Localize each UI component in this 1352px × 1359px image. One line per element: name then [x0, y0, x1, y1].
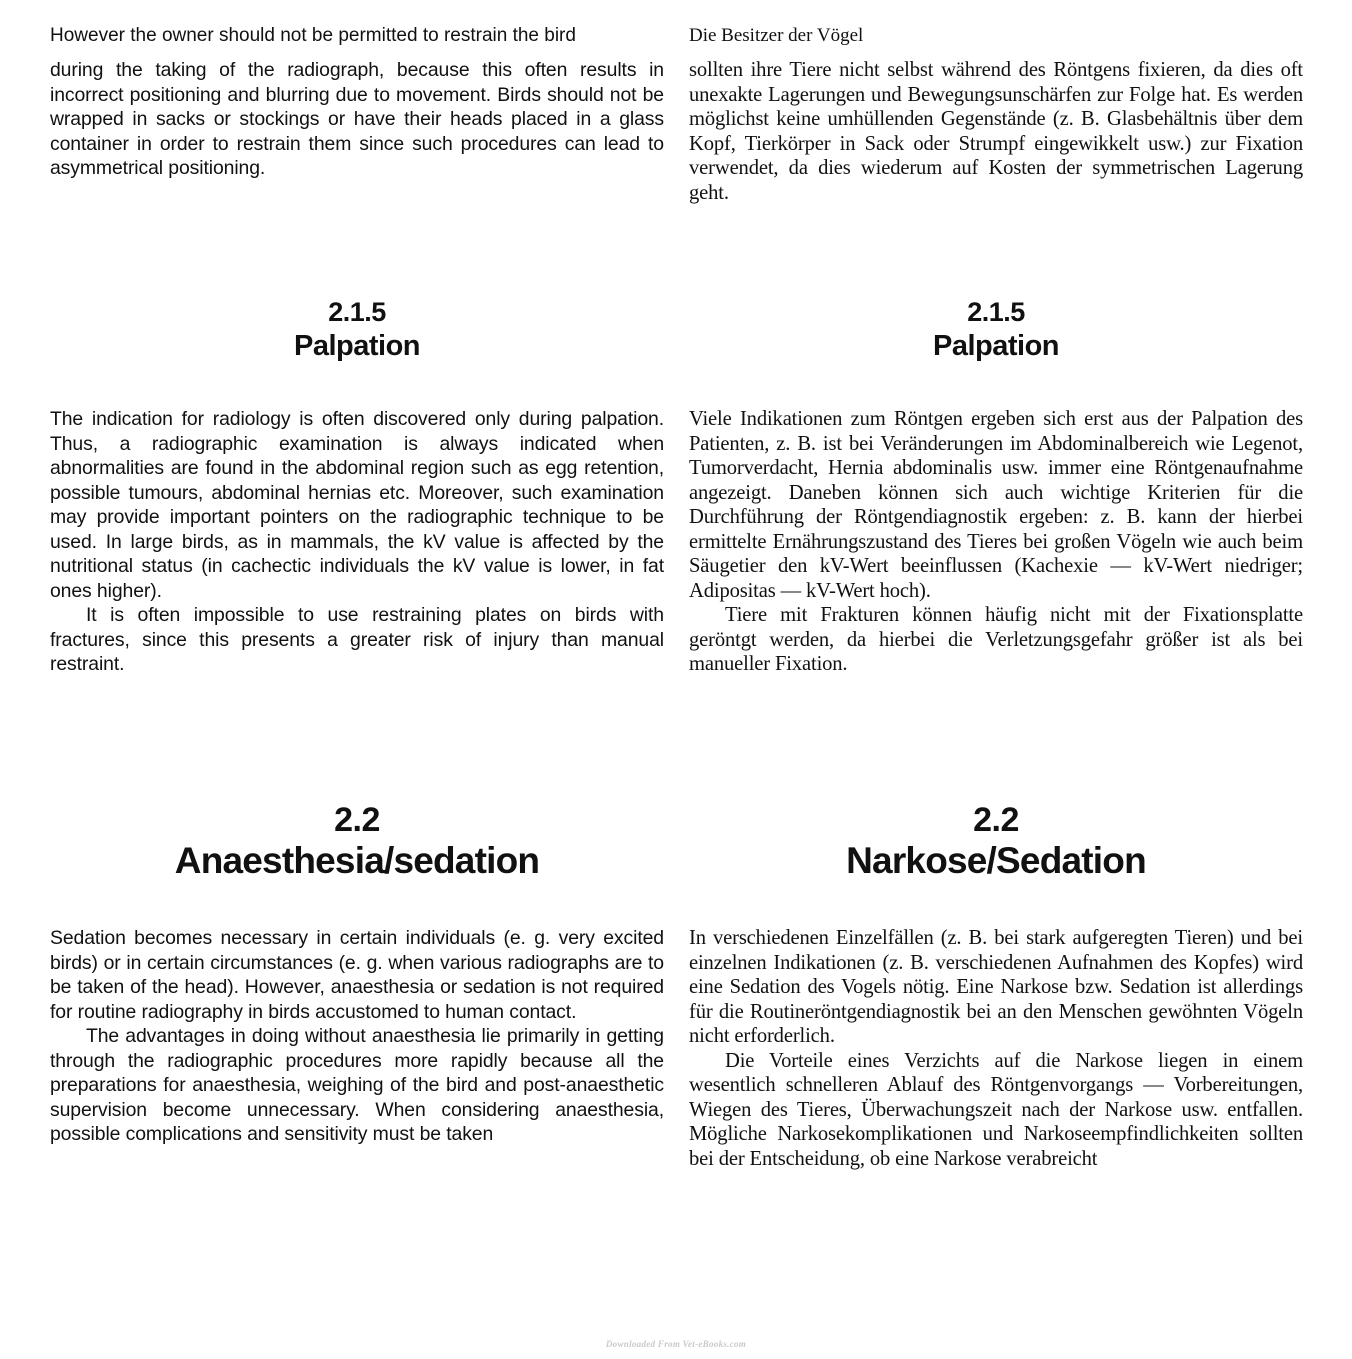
paragraph: In verschiedenen Einzelfällen (z. B. bei stark aufgeregten Tieren) und bei einzelnen Indikationen (z. B. verschiedenen Aufnahmen des Kopfes) wird eine Sedation des Vogels nötig. Eine Narkose bzw. Sedation ist allerdings für die Routineröntgendiagnostik bei an den Menschen gewöhnten Vögeln nicht erforderlich. [689, 927, 1303, 1047]
section-number: 2.1.5 [328, 297, 386, 327]
paragraph: The indication for radiology is often discovered only during palpation. Thus, a radiographic examination is always indicated when abnormalities are found in the abdominal region such as egg retention, possible tumours, abdominal hernias etc. Moreover, such examination may provide important pointers on the radiographic technique to be used. In large birds, as in mammals, the kV value is affected by the nutritional status (in cachectic individuals the kV value is lower, in fat ones higher). [50, 408, 664, 602]
paragraph: It is often impossible to use restraining plates on birds with fractures, since this presents a greater risk of injury than manual restraint. [50, 604, 664, 675]
anaesthesia-body-de [689, 926, 1303, 1171]
section-heading-palpation-de [689, 296, 1303, 364]
anaesthesia-body-en [50, 926, 664, 1147]
palpation-body-en [50, 407, 664, 677]
section-title: Palpation [932, 330, 1059, 362]
section-title: Anaesthesia/sedation [174, 840, 540, 881]
paragraph: Die Vorteile eines Verzichts auf die Narkose liegen in einem wesentlich schnelleren Ablauf des Röntgenvorgangs — Vorbereitungen, Wiegen des Tieres, Überwachungszeit nach der Narkose usw. entfallen. Mögliche Narkosekomplikationen und Narkoseempfindlichkeiten sollten bei der Entscheidung, ob eine Narkose verabreicht [689, 1049, 1303, 1170]
paragraph: Tiere mit Frakturen können häufig nicht mit der Fixationsplatte geröntgt werden, da hierbei die Verletzungsgefahr größer ist als bei manueller Fixation. [689, 604, 1303, 675]
section-number: 2.1.5 [967, 297, 1025, 327]
paragraph: The advantages in doing without anaesthesia lie primarily in getting through the radiographic procedures more rapidly because all the preparations for anaesthesia, weighing of the bird and post-anaesthetic supervision become unnecessary. When considering anaesthesia, possible complications and sensitivity must be taken [50, 1025, 664, 1145]
palpation-body-de [689, 407, 1303, 677]
cut-off-line-de [689, 25, 1303, 48]
cut-off-line-en-text: However the owner should not be permitted to restrain the bird [50, 25, 576, 46]
section-number: 2.2 [334, 801, 380, 839]
continuation-paragraph-de [689, 58, 1303, 205]
footer-watermark: Downloaded From Vet-eBooks.com [605, 1339, 747, 1349]
paragraph: Sedation becomes necessary in certain individuals (e. g. very excited birds) or in certain circumstances (e. g. when various radiographs are to be taken of the head). However, anaesthesia or sedation is not required for routine radiography in birds accustomed to human contact. [50, 927, 664, 1023]
section-heading-anaesthesia-en [50, 800, 664, 882]
cut-off-line-en [50, 25, 664, 48]
cut-off-line-de-text: Die Besitzer der Vögel [689, 25, 864, 46]
continuation-paragraph-en [50, 58, 664, 181]
section-title: Narkose/Sedation [846, 840, 1146, 881]
paragraph: sollten ihre Tiere nicht selbst während des Röntgens fixieren, da dies oft unexakte Lagerungen und Bewegungsunschärfen zur Folge hat. Es werden möglichst keine umhüllenden Gegenstände (z. B. Glasbehältnis über dem Kopf, Tierkörper in Sack oder Strumpf eingewikkelt usw.) zur Fixation verwendet, da dies wiederum auf Kosten der symmetrischen Lagerung geht. [689, 59, 1303, 204]
paragraph: Viele Indikationen zum Röntgen ergeben sich erst aus der Palpation des Patienten, z. B. ist bei Veränderungen im Abdominalbereich wie Legenot, Tumorverdacht, Hernia abdominalis usw. immer eine Röntgenaufnahme angezeigt. Daneben können sich auch wichtige Kriterien für die Durchführung der Röntgendiagnostik ergeben: z. B. kann der hierbei ermittelte Ernährungszustand des Tieres bei großen Vögeln wie auch beim Säugetier den kV-Wert beeinflussen (Kachexie — kV-Wert niedriger; Adipositas — kV-Wert hoch). [689, 408, 1303, 602]
section-heading-palpation-en [50, 296, 664, 364]
section-title: Palpation [293, 330, 420, 362]
section-number: 2.2 [973, 801, 1019, 839]
section-heading-anaesthesia-de [689, 800, 1303, 882]
paragraph: during the taking of the radiograph, because this often results in incorrect positioning and blurring due to movement. Birds should not be wrapped in sacks or stockings or have their heads placed in a glass container in order to restrain them since such procedures can lead to asymmetrical positioning. [50, 59, 664, 179]
